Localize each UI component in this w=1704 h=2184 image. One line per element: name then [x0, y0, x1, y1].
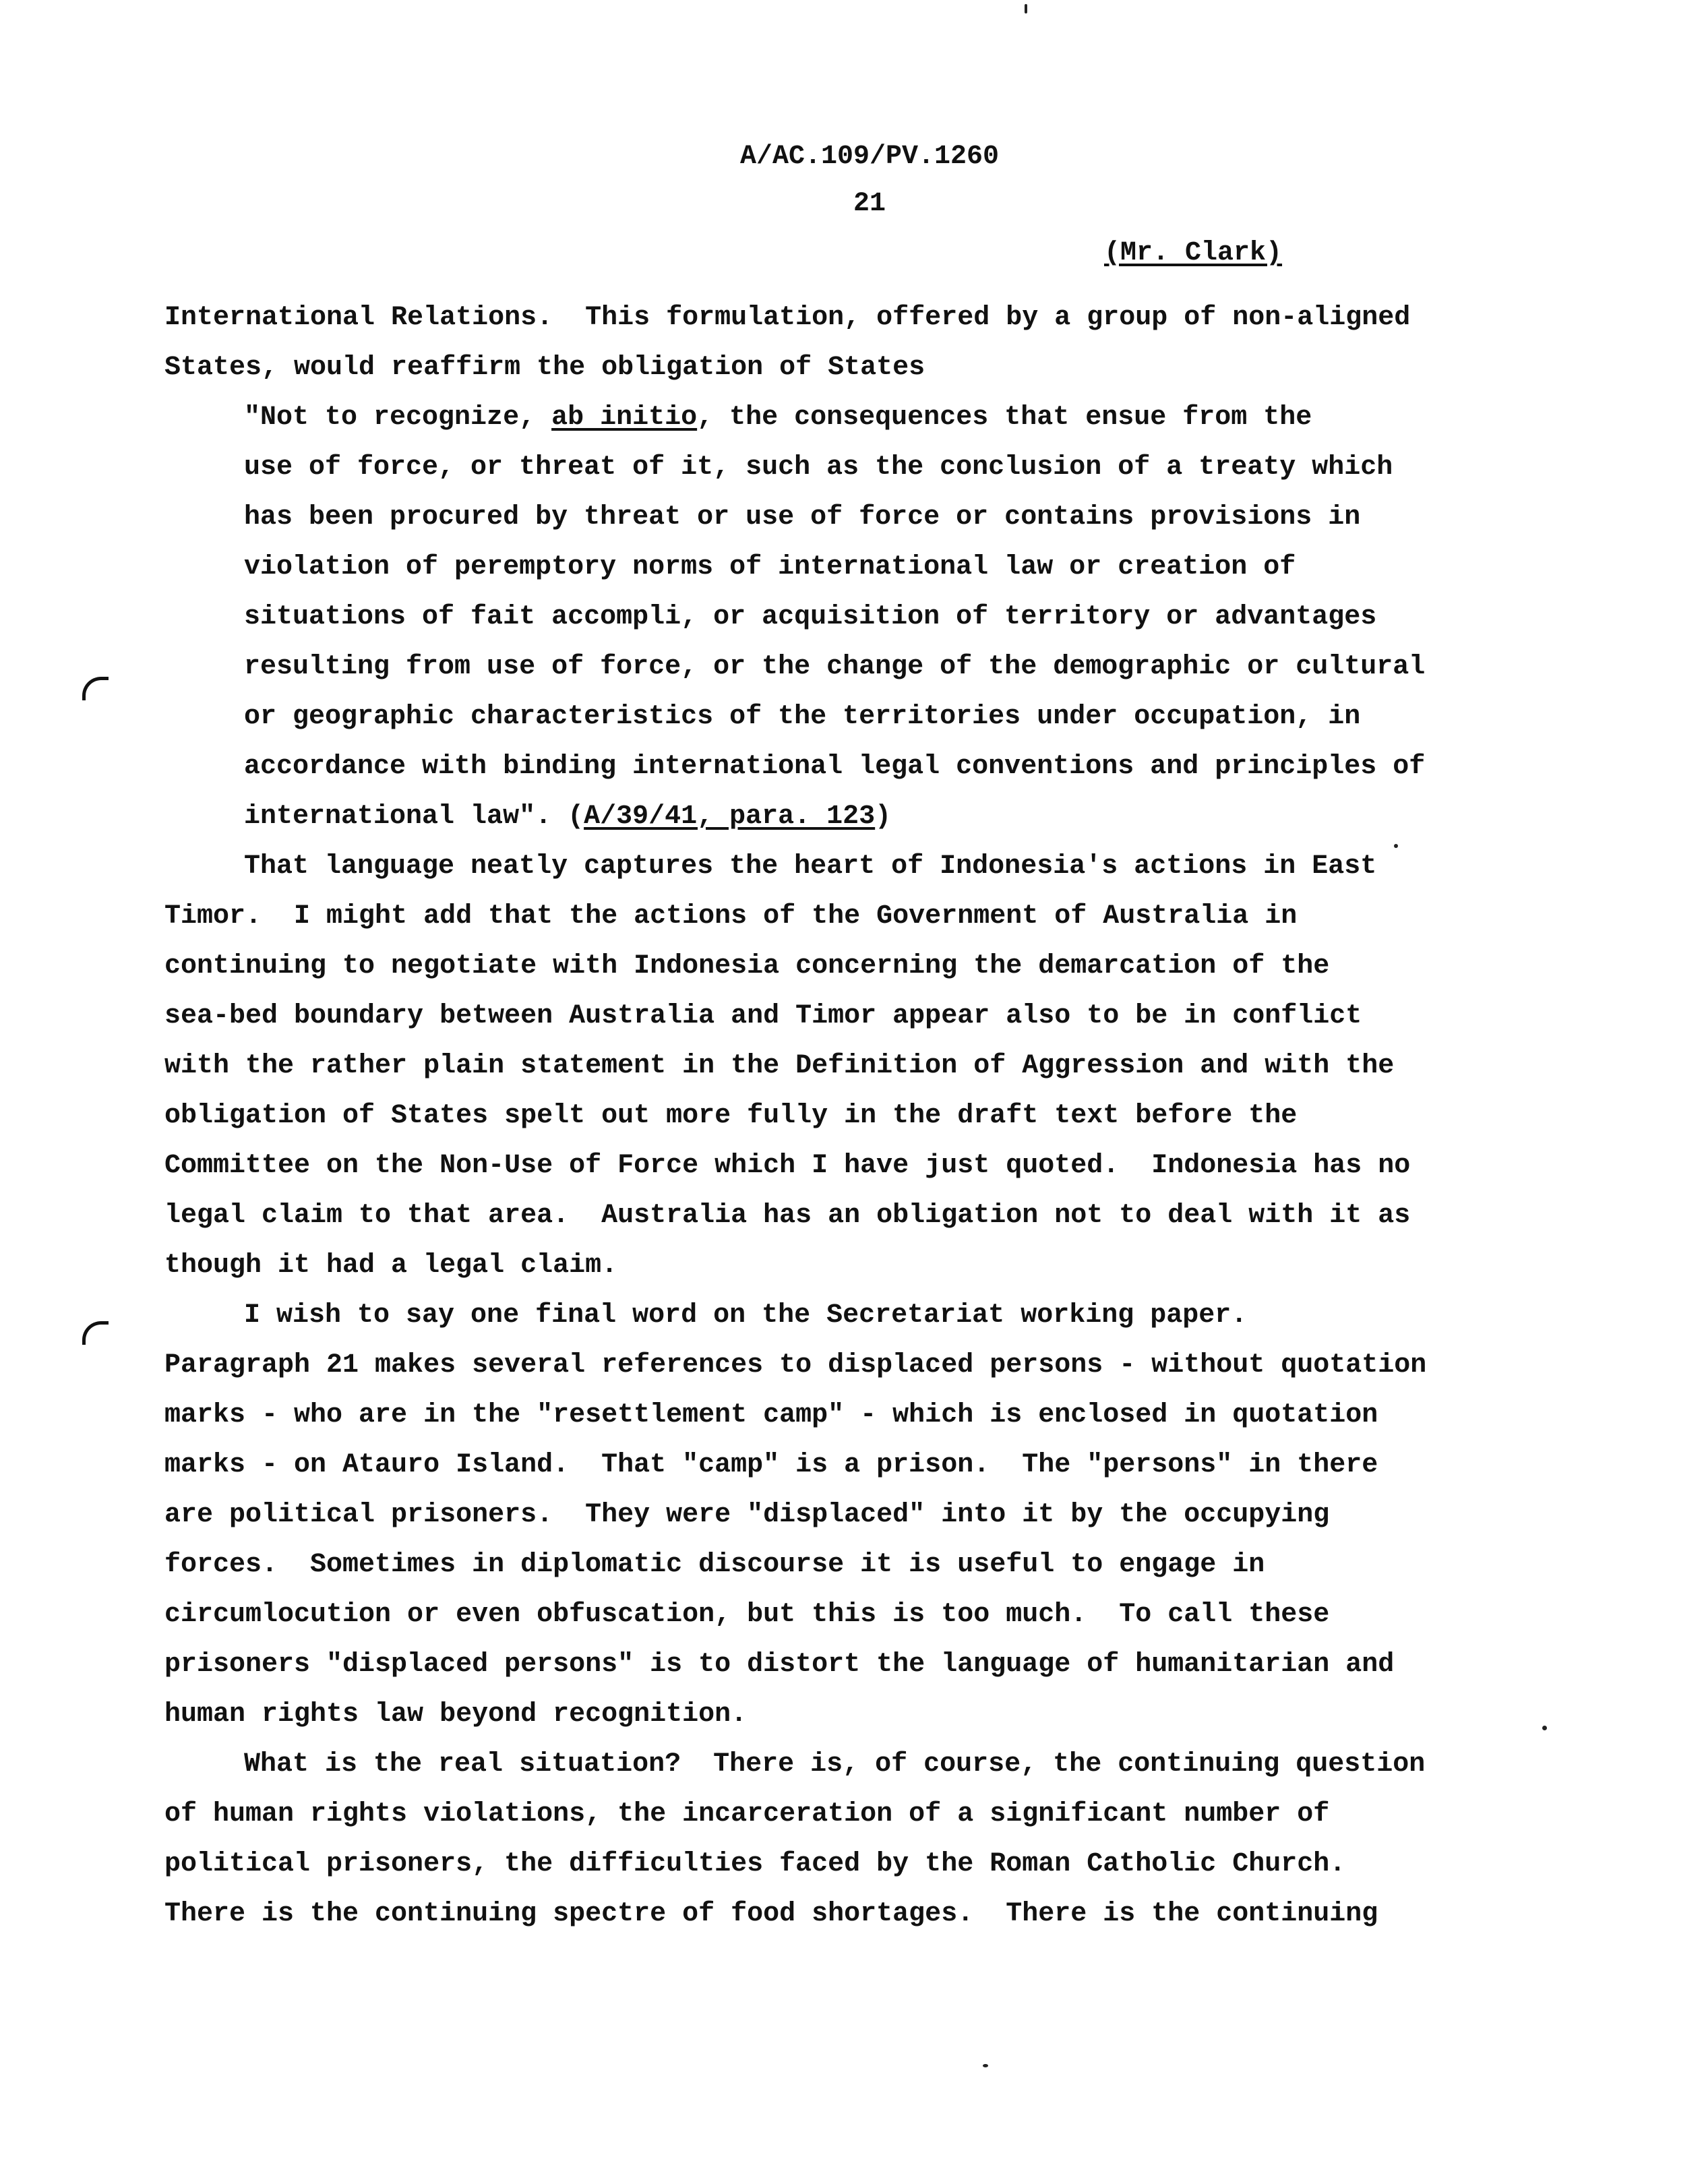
quote-line: situations of fait accompli, or acquisition of territory or advantages	[244, 602, 1377, 632]
text-line: though it had a legal claim.	[164, 1250, 618, 1281]
text-line: States, would reaffirm the obligation of States	[164, 353, 925, 383]
quote-line: resulting from use of force, or the change of the demographic or cultural	[244, 652, 1426, 682]
text-line: International Relations. This formulation, offered by a group of non-aligned	[164, 303, 1411, 333]
underlined-fragment: ab initio	[551, 402, 698, 433]
scan-speck	[1394, 844, 1398, 848]
text-line: Committee on the Non-Use of Force which I have just quoted. Indonesia has no	[164, 1151, 1411, 1181]
text-line: There is the continuing spectre of food shortages. There is the continuing	[164, 1899, 1378, 1929]
text-line: Timor. I might add that the actions of the Government of Australia in	[164, 901, 1298, 932]
text-fragment: international law". (	[244, 801, 584, 832]
text-line: marks - on Atauro Island. That "camp" is a prison. The "persons" in there	[164, 1450, 1378, 1480]
scan-speck	[1025, 4, 1027, 13]
quote-line: violation of peremptory norms of international law or creation of	[244, 552, 1296, 582]
quote-line-part	[244, 402, 1312, 433]
text-line: are political prisoners. They were "displaced" into it by the occupying	[164, 1500, 1330, 1530]
text-fragment: , the consequences that ensue from the	[697, 402, 1312, 433]
text-line: sea-bed boundary between Australia and Timor appear also to be in conflict	[164, 1001, 1362, 1031]
quote-line: accordance with binding international legal conventions and principles of	[244, 752, 1426, 782]
quote-line	[244, 398, 1312, 438]
text-line: prisoners "displaced persons" is to distort the language of humanitarian and	[164, 1649, 1395, 1680]
text-line: circumlocution or even obfuscation, but this is too much. To call these	[164, 1600, 1330, 1630]
text-line: forces. Sometimes in diplomatic discourse it is useful to engage in	[164, 1550, 1265, 1580]
text-line: Paragraph 21 makes several references to displaced persons - without quotation	[164, 1350, 1427, 1381]
scan-speck	[1542, 1726, 1547, 1730]
text-fragment: "Not to recognize,	[244, 402, 552, 433]
quote-line: has been procured by threat or use of force or contains provisions in	[244, 502, 1361, 533]
scan-speck	[983, 2064, 988, 2067]
quote-line-citation	[244, 797, 891, 837]
quote-line: use of force, or threat of it, such as the conclusion of a treaty which	[244, 452, 1393, 483]
document-symbol: A/AC.109/PV.1260	[739, 142, 1000, 172]
margin-mark	[82, 677, 109, 700]
text-line: human rights law beyond recognition.	[164, 1699, 748, 1730]
page-number: 21	[853, 189, 886, 219]
text-line: That language neatly captures the heart of Indonesia's actions in East	[244, 851, 1377, 882]
text-line: with the rather plain statement in the Definition of Aggression and with the	[164, 1051, 1395, 1081]
text-line: political prisoners, the difficulties faced by the Roman Catholic Church.	[164, 1849, 1346, 1879]
text-line: What is the real situation? There is, of course, the continuing question	[244, 1749, 1426, 1780]
quote-line: or geographic characteristics of the territories under occupation, in	[244, 702, 1361, 732]
margin-mark	[82, 1321, 109, 1345]
speaker-name: (Mr. Clark)	[1104, 238, 1283, 268]
text-line: of human rights violations, the incarceration of a significant number of	[164, 1799, 1330, 1829]
page-header	[728, 133, 1011, 228]
text-fragment: )	[875, 801, 892, 832]
text-line: I wish to say one final word on the Secretariat working paper.	[244, 1300, 1248, 1331]
text-line: obligation of States spelt out more fully in the draft text before the	[164, 1101, 1298, 1131]
text-line: marks - who are in the "resettlement camp" - which is enclosed in quotation	[164, 1400, 1378, 1430]
text-line: legal claim to that area. Australia has an obligation not to deal with it as	[164, 1201, 1411, 1231]
underlined-fragment: A/39/41, para. 123	[584, 801, 876, 832]
text-line: continuing to negotiate with Indonesia concerning the demarcation of the	[164, 951, 1330, 981]
citation-line-part	[244, 801, 891, 832]
